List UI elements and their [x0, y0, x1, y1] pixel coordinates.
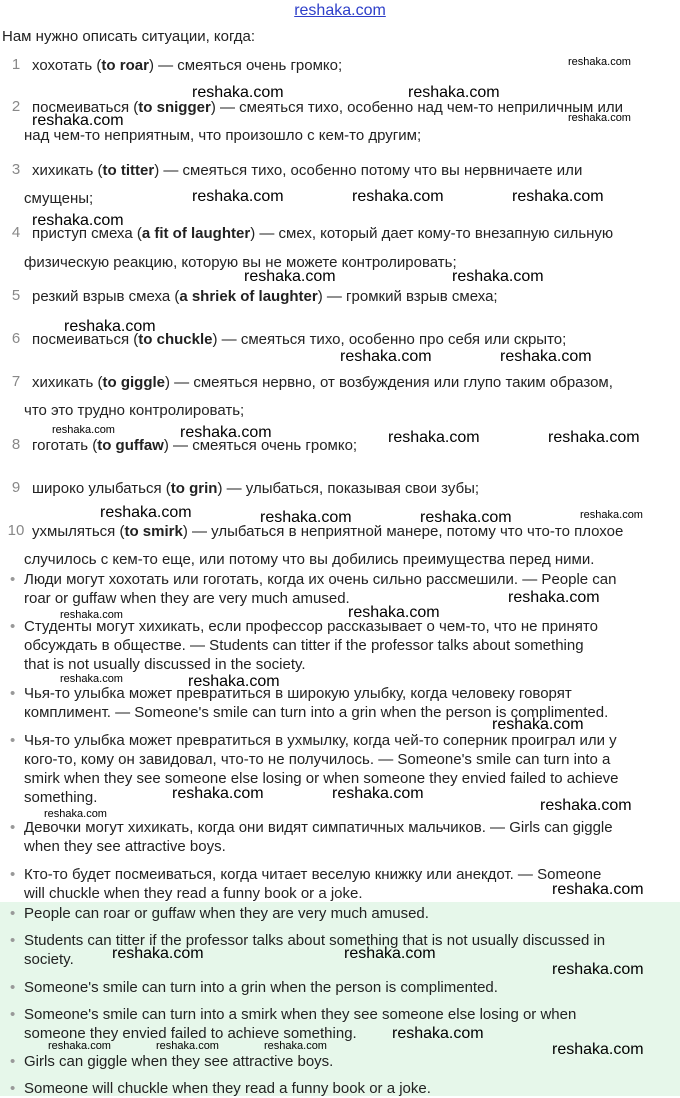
glossary-item: хихикать (to titter) — смеяться тихо, особенно потому что вы нервничаете или: [32, 162, 583, 179]
watermark-text: reshaka.com: [112, 945, 204, 962]
translation-item: • Кто-то будет посмеиваться, когда читает веселую книжку или анекдот. — Someone will chuckle when they read a funny book or a joke.: [10, 866, 602, 902]
item-number: 4: [11, 224, 21, 241]
glossary-item: хохотать (to roar) — смеяться очень громко;: [32, 57, 343, 74]
item-number: 6: [11, 330, 21, 347]
watermark-text: reshaka.com: [172, 785, 264, 802]
item-number: 10: [7, 522, 25, 539]
watermark-text: reshaka.com: [408, 84, 500, 101]
watermark-text: reshaka.com: [348, 604, 440, 621]
item-number: 1: [11, 56, 21, 73]
term: to grin: [170, 480, 218, 497]
watermark-text: reshaka.com: [512, 188, 604, 205]
watermark-text: reshaka.com: [32, 212, 124, 229]
glossary-item: приступ смеха (a fit of laughter) — смех, который дает кому-то внезапную сильную: [32, 225, 614, 242]
glossary-item: посмеиваться (to chuckle) — смеяться тихо, особенно про себя или скрыто;: [32, 331, 567, 348]
watermark-text: reshaka.com: [568, 56, 631, 68]
bullet-icon: •: [10, 1006, 16, 1023]
watermark-text: reshaka.com: [392, 1025, 484, 1042]
watermark-text: reshaka.com: [192, 188, 284, 205]
bullet-icon: •: [10, 932, 16, 949]
watermark-text: reshaka.com: [340, 348, 432, 365]
bullet-icon: •: [10, 685, 16, 702]
site-link[interactable]: reshaka.com: [294, 2, 386, 19]
term: a shriek of laughter: [179, 288, 318, 305]
watermark-text: reshaka.com: [100, 504, 192, 521]
watermark-text: reshaka.com: [32, 112, 124, 129]
translation-item: • Чья-то улыбка может превратиться в широкую улыбку, когда человеку говорят комплимент. — Someone's smile can turn into a grin when the person is complimented.: [10, 685, 609, 721]
bullet-icon: •: [10, 1080, 16, 1097]
term: to roar: [101, 57, 149, 74]
item-number: 2: [11, 98, 21, 115]
watermark-text: reshaka.com: [344, 945, 436, 962]
bullet-icon: •: [10, 819, 16, 836]
watermark-text: reshaka.com: [552, 1041, 644, 1058]
bullet-icon: •: [10, 618, 16, 635]
term: to snigger: [138, 99, 211, 116]
watermark-text: reshaka.com: [60, 673, 123, 685]
watermark-text: reshaka.com: [44, 808, 107, 820]
watermark-text: reshaka.com: [188, 673, 280, 690]
bullet-icon: •: [10, 979, 16, 996]
watermark-text: reshaka.com: [52, 424, 115, 436]
bullet-icon: •: [10, 1053, 16, 1070]
watermark-text: reshaka.com: [508, 589, 600, 606]
glossary-item: резкий взрыв смеха (a shriek of laughter) — громкий взрыв смеха;: [32, 288, 498, 305]
translation-item: • Студенты могут хихикать, если профессор рассказывает о чем-то, что не принято обсуждать в обществе. — Students can titter if the professor talks about something that is not usually discussed in the society.: [10, 618, 598, 673]
watermark-text: reshaka.com: [540, 797, 632, 814]
watermark-text: reshaka.com: [552, 961, 644, 978]
glossary-item: посмеиваться (to snigger) — смеяться тихо, особенно над чем-то неприличным или: [32, 99, 624, 116]
watermark-text: reshaka.com: [60, 609, 123, 621]
translation-item: • Чья-то улыбка может превратиться в ухмылку, когда чей-то соперник проиграл или у кого-то, кому он завидовал, что-то не получилось. — Someone's smile can turn into a smirk when they see someone else losing or when someone they envied failed to achieve something.: [10, 732, 619, 806]
watermark-text: reshaka.com: [260, 509, 352, 526]
watermark-text: reshaka.com: [580, 509, 643, 521]
watermark-text: reshaka.com: [192, 84, 284, 101]
watermark-text: reshaka.com: [352, 188, 444, 205]
watermark-text: reshaka.com: [180, 424, 272, 441]
watermark-text: reshaka.com: [420, 509, 512, 526]
watermark-text: reshaka.com: [48, 1040, 111, 1052]
watermark-text: reshaka.com: [452, 268, 544, 285]
watermark-text: reshaka.com: [500, 348, 592, 365]
term: to guffaw: [97, 437, 164, 454]
bullet-icon: •: [10, 732, 16, 749]
item-number: 8: [11, 436, 21, 453]
glossary-item: хихикать (to giggle) — смеяться нервно, от возбуждения или глупо таким образом,: [32, 374, 613, 391]
watermark-text: reshaka.com: [332, 785, 424, 802]
watermark-text: reshaka.com: [156, 1040, 219, 1052]
item-number: 9: [11, 479, 21, 496]
item-number: 3: [11, 161, 21, 178]
term: to titter: [102, 162, 155, 179]
watermark-text: reshaka.com: [492, 716, 584, 733]
glossary-item-continued: случилось с кем-то еще, или потому что вы добились преимущества перед ними.: [24, 551, 595, 568]
glossary-item-continued: над чем-то неприятным, что произошло с кем-то другим;: [24, 127, 422, 144]
glossary-item-continued: физическую реакцию, которую вы не можете контролировать;: [24, 254, 457, 271]
watermark-text: reshaka.com: [244, 268, 336, 285]
glossary-item: широко улыбаться (to grin) — улыбаться, показывая свои зубы;: [32, 480, 480, 497]
glossary-item: ухмыляться (to smirk) — улыбаться в неприятной манере, потому что что-то плохое: [32, 523, 624, 540]
watermark-text: reshaka.com: [552, 881, 644, 898]
watermark-text: reshaka.com: [388, 429, 480, 446]
bullet-icon: •: [10, 905, 16, 922]
watermark-text: reshaka.com: [64, 318, 156, 335]
translation-item: • Люди могут хохотать или гоготать, когда их очень сильно рассмешили. — People can roar or guffaw when they are very much amused.: [10, 571, 617, 607]
intro-text: Нам нужно описать ситуации, когда:: [2, 28, 256, 45]
watermark-text: reshaka.com: [548, 429, 640, 446]
item-number: 5: [11, 287, 21, 304]
term: a fit of laughter: [141, 225, 251, 242]
glossary-item-continued: смущены;: [24, 190, 94, 207]
term: to giggle: [102, 374, 166, 391]
glossary-item-continued: что это трудно контролировать;: [24, 402, 245, 419]
watermark-text: reshaka.com: [568, 112, 631, 124]
bullet-icon: •: [10, 866, 16, 883]
watermark-text: reshaka.com: [264, 1040, 327, 1052]
bullet-icon: •: [10, 571, 16, 588]
term: to smirk: [124, 523, 183, 540]
item-number: 7: [11, 373, 21, 390]
term: to chuckle: [138, 331, 213, 348]
translation-item: • Девочки могут хихикать, когда они видят симпатичных мальчиков. — Girls can giggle when they see attractive boys.: [10, 819, 613, 855]
glossary-item: гоготать (to guffaw) — смеяться очень громко;: [32, 437, 358, 454]
